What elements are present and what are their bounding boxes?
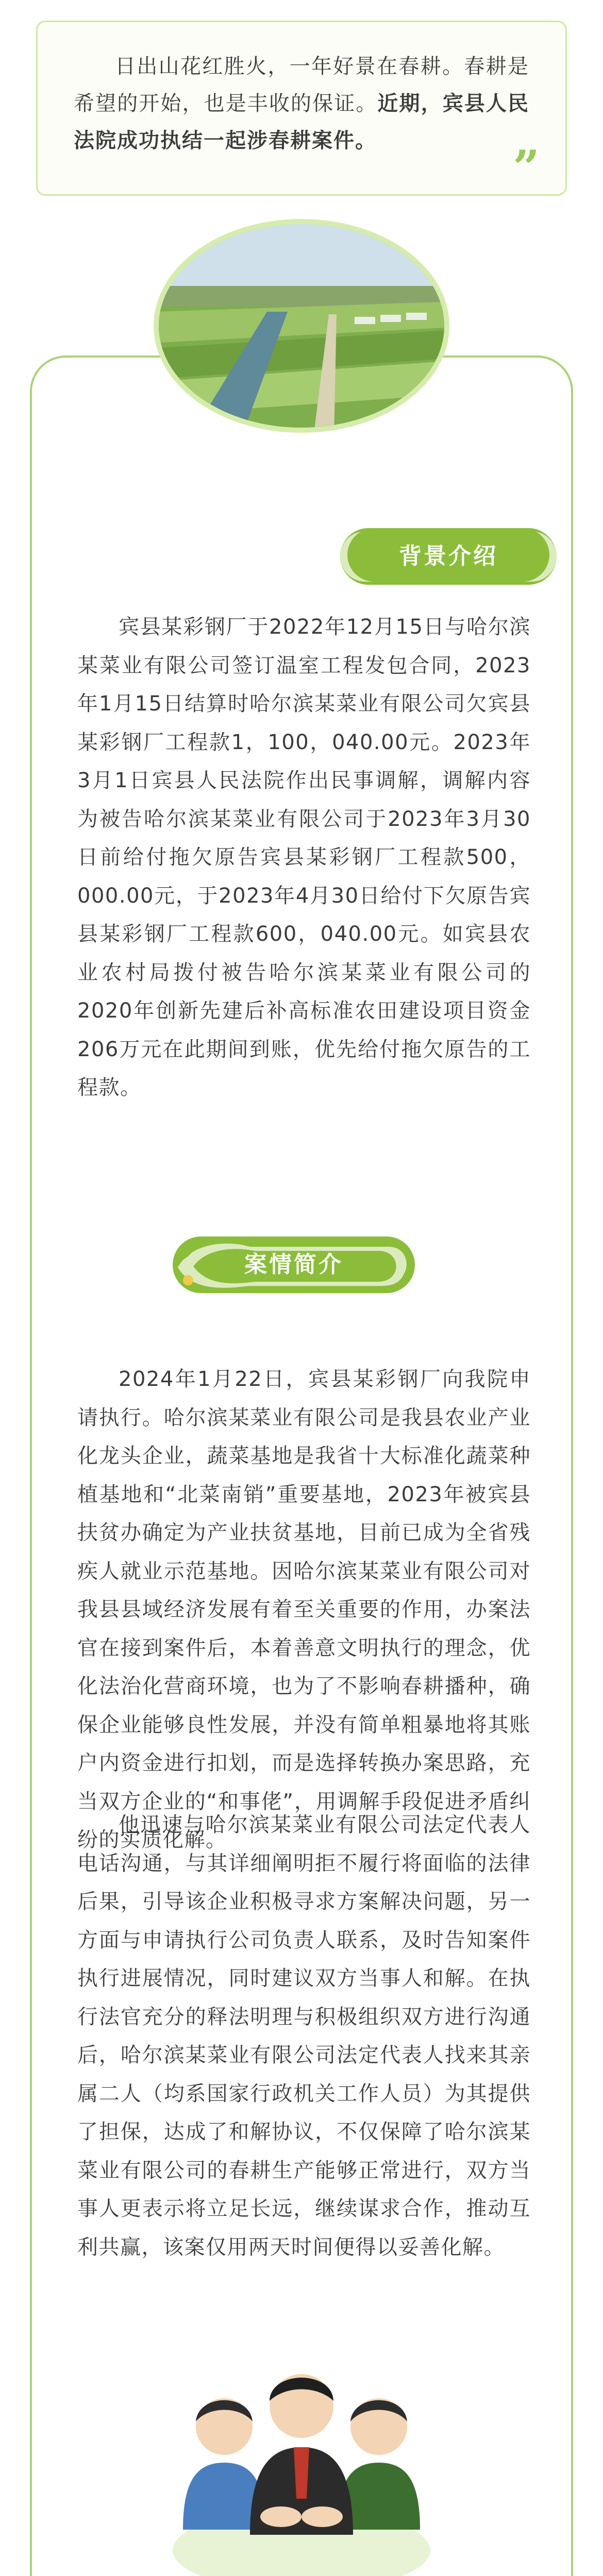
section-header-background [340, 528, 557, 585]
intro-text [74, 48, 529, 159]
farmland-illustration [159, 224, 449, 433]
mediation-people-icon [162, 2365, 441, 2576]
section-title-background: 背景介绍 [399, 543, 498, 569]
section-header-case [173, 1236, 415, 1293]
background-paragraph: 宾县某彩钢厂于2022年12月15日与哈尔滨某菜业有限公司签订温室工程发包合同，2023年1月15日结算时哈尔滨某菜业有限公司欠宾县某彩钢厂工程款1，100，040.00元。2023年3月1日宾县人民法院作出民事调解，调解内容为被告哈尔滨某菜业有限公司于2023年3月30日前给付拖欠原告宾县某彩钢厂工程款500，000.00元，于2023年4月30日给付下欠原告宾县某彩钢厂工程款600，040.00元。如宾县农业农村局拨付被告哈尔滨某菜业有限公司的2020年创新先建后补高标准农田建设项目资金206万元在此期间到账，优先给付拖欠原告的工程款。 [77, 615, 531, 1099]
intro-card [36, 21, 567, 196]
double-quote-icon: ” [513, 140, 540, 195]
farmland-aerial-photo [154, 219, 449, 433]
intro-text-bold: 近期，宾县人民法院成功执结一起涉春耕案件。 [74, 92, 530, 152]
mediation-illustration [162, 2365, 441, 2576]
intro-text-plain: 日出山花红胜火，一年好景在春耕。春耕是希望的开始，也是丰收的保证。 [74, 55, 529, 115]
case-paragraph-2: 他迅速与哈尔滨某菜业有限公司法定代表人电话沟通，与其详细阐明拒不履行将面临的法律后果，引导该企业积极寻求方案解决问题，另一方面与申请执行公司负责人联系，及时告知案件执行进展情况，同时建议双方当事人和解。在执行法官充分的释法明理与积极组织双方进行沟通后，哈尔滨某菜业有限公司法定代表人找来其亲属二人（均系国家行政机关工作人员）为其提供了担保，达成了和解协议，不仅保障了哈尔滨某菜业有限公司的春耕生产能够正常进行，双方当事人更表示将立足长远，继续谋求合作，推动互利共赢，该案仅用两天时间便得以妥善化解。 [77, 1813, 531, 2259]
case-paragraph-1: 2024年1月22日，宾县某彩钢厂向我院申请执行。哈尔滨某菜业有限公司是我县农业产业化龙头企业，蔬菜基地是我省十大标准化蔬菜种植基地和“北菜南销”重要基地，2023年被宾县扶贫办确定为产业扶贫基地，目前已成为全省残疾人就业示范基地。因哈尔滨某菜业有限公司对我县县域经济发展有着至关重要的作用，办案法官在接到案件后，本着善意文明执行的理念，优化法治化营商环境，也为了不影响春耕播种，确保企业能够良性发展，并没有简单粗暴地将其账户内资金进行扣划，而是选择转换办案思路，充当双方企业的“和事佬”，用调解手段促进矛盾纠纷的实质化解。 [77, 1367, 531, 1852]
farmland-photo-frame [154, 219, 449, 433]
section-title-case: 案情简介 [244, 1251, 343, 1278]
